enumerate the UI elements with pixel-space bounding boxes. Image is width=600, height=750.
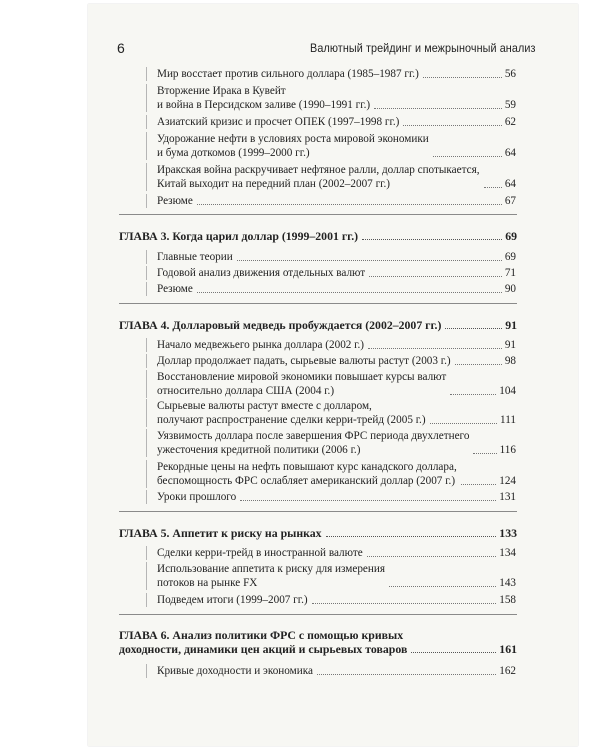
toc-entry-text: Использование аппетита к риску для измерения потоков на рынке FX (157, 563, 386, 589)
toc-entry-text: Азиатский кризис и просчет ОПЕК (1997–1998 гг.) (157, 116, 400, 128)
chapter-title: ГЛАВА 6. Анализ политики ФРС с помощью кривых доходности, динамики цен акций и сырьевых товаров (119, 628, 408, 656)
toc-entry-text: Восстановление мировой экономики повышает курсы валют относительно доллара США (2004 г.) (157, 371, 447, 397)
toc-entry-text: Сырьевые валюты растут вместе с долларом, получают распространение сделки керри-трейд (2005 г.) (157, 400, 426, 426)
toc-entry-text: Уроки прошлого (157, 491, 237, 503)
toc-entry (146, 194, 516, 208)
dot-leader (403, 125, 501, 126)
toc-entry (146, 460, 516, 488)
toc-entry (146, 429, 516, 457)
toc-entry-page: 111 (500, 414, 516, 426)
dot-leader (455, 364, 502, 365)
toc-entry-text: Резюме (157, 195, 193, 207)
dot-leader (362, 239, 502, 240)
toc-entry-page: 131 (499, 491, 516, 503)
toc-entry (146, 266, 516, 280)
chapter-5-heading (119, 526, 517, 540)
dot-leader (433, 156, 502, 157)
dot-leader (197, 204, 502, 205)
toc-entry-text: Мир восстает против сильного доллара (1985–1987 гг.) (157, 68, 419, 80)
toc-entry (146, 132, 516, 160)
toc-entry-page: 104 (499, 385, 516, 397)
dot-leader (312, 603, 497, 604)
section-divider (119, 511, 517, 512)
toc-entry (146, 338, 516, 352)
toc-entry (146, 282, 516, 296)
toc-entry-page: 116 (499, 444, 516, 456)
toc-entry-page: 64 (504, 147, 516, 159)
dot-leader (461, 484, 496, 485)
toc-entry-text: Сделки керри-трейд в иностранной валюте (157, 547, 363, 559)
toc-entry-text: Вторжение Ирака в Кувейт и война в Персидском заливе (1990–1991 гг.) (157, 85, 371, 111)
toc-entry (146, 67, 516, 81)
dot-leader (423, 77, 502, 78)
chapter-page: 133 (499, 526, 517, 540)
page-number: 6 (117, 40, 125, 56)
toc-entry-page: 71 (504, 267, 516, 279)
toc-entry-page: 62 (504, 116, 516, 128)
toc-entry-page: 162 (499, 665, 516, 677)
chapter-6-heading (119, 628, 517, 656)
toc-entry-text: Кривые доходности и экономика (157, 665, 313, 677)
dot-leader (240, 500, 496, 501)
toc-entry-page: 67 (504, 195, 516, 207)
dot-leader (484, 187, 502, 188)
toc-entry-text: Резюме (157, 283, 193, 295)
dot-leader (445, 328, 502, 329)
toc-entry (146, 354, 516, 368)
dot-leader (368, 348, 502, 349)
dot-leader (237, 260, 502, 261)
toc-entry-text: Доллар продолжает падать, сырьевые валюты растут (2003 г.) (157, 355, 451, 367)
toc-entry (146, 399, 516, 427)
dot-leader (473, 453, 496, 454)
toc-entry-text: Удорожание нефти в условиях роста мировой экономики и бума доткомов (1999–2000 гг.) (157, 133, 429, 159)
section-divider (119, 214, 517, 215)
toc-entry (146, 84, 516, 112)
toc-entry-page: 143 (499, 577, 516, 589)
chapter-page: 161 (499, 642, 517, 656)
toc-entry-text: Уязвимость доллара после завершения ФРС периода двухлетнего ужесточения кредитной политики (2006 г.) (157, 430, 470, 456)
chapter-page: 69 (505, 229, 517, 243)
dot-leader (367, 556, 497, 557)
chapter-title: ГЛАВА 5. Аппетит к риску на рынках (119, 526, 322, 540)
toc-entry-page: 59 (504, 99, 516, 111)
toc-entry (146, 115, 516, 129)
toc-entry-text: Начало медвежьего рынка доллара (2002 г.) (157, 339, 365, 351)
dot-leader (374, 108, 502, 109)
chapter-title: ГЛАВА 4. Долларовый медведь пробуждается (2002–2007 гг.) (119, 318, 442, 332)
toc-entry (146, 250, 516, 264)
toc-entry-page: 56 (504, 68, 516, 80)
toc-entry-text: Иракская война раскручивает нефтяное ралли, доллар спотыкается, Китай выходит на передний план (2002–2007 гг.) (157, 164, 480, 190)
toc-entry (146, 562, 516, 590)
toc-entry (146, 664, 516, 678)
dot-leader (430, 423, 497, 424)
toc-entry (146, 370, 516, 398)
section-divider (119, 614, 517, 615)
toc-entry-text: Главные теории (157, 251, 233, 263)
toc-entry-page: 98 (504, 355, 516, 367)
dot-leader (411, 652, 496, 653)
toc-entry (146, 593, 516, 607)
chapter-page: 91 (505, 318, 517, 332)
toc-entry-page: 124 (499, 475, 516, 487)
toc-entry-page: 90 (504, 283, 516, 295)
toc-entry-text: Рекордные цены на нефть повышают курс канадского доллара, беспомощность ФРС ослабляет американский доллар (2007 г.) (157, 461, 457, 487)
dot-leader (389, 586, 496, 587)
dot-leader (326, 536, 497, 537)
section-divider (119, 303, 517, 304)
page-header (115, 40, 536, 56)
toc-entry (146, 546, 516, 560)
toc-entry-text: Подведем итоги (1999–2007 гг.) (157, 594, 308, 606)
dot-leader (317, 674, 496, 675)
dot-leader (197, 292, 502, 293)
toc-entry-page: 91 (504, 339, 516, 351)
toc-entry (146, 490, 516, 504)
dot-leader (450, 394, 496, 395)
toc-entry-text: Годовой анализ движения отдельных валют (157, 267, 366, 279)
toc-entry-page: 134 (499, 547, 516, 559)
toc-entry-page: 69 (504, 251, 516, 263)
toc-entry-page: 158 (499, 594, 516, 606)
chapter-3-heading (119, 229, 517, 243)
chapter-4-heading (119, 318, 517, 332)
toc-entry-page: 64 (504, 178, 516, 190)
dot-leader (369, 276, 502, 277)
chapter-title: ГЛАВА 3. Когда царил доллар (1999–2001 гг.) (119, 229, 359, 243)
running-title: Валютный трейдинг и межрыночный анализ (310, 41, 536, 55)
toc-entry (146, 163, 516, 191)
